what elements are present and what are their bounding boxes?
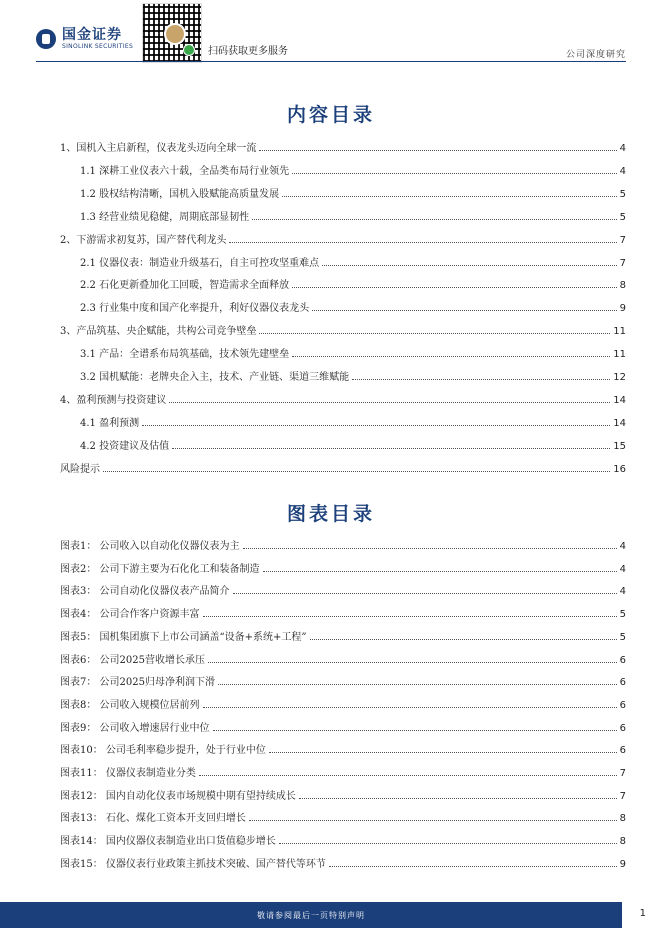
figure-entry-label: 图表13： 石化、煤化工资本开支回归增长: [60, 813, 246, 825]
toc-entry[interactable]: [60, 140, 626, 154]
leader-dots: [269, 752, 617, 753]
figure-entry-label: 图表14： 国内仪器仪表制造业出口货值稳步增长: [60, 836, 276, 848]
figure-entry-label: 图表7： 公司2025归母净利润下滑: [60, 677, 215, 689]
figure-entry-page: 7: [619, 768, 626, 779]
toc-entry-page: 14: [613, 417, 626, 429]
toc-entry[interactable]: [60, 461, 626, 475]
toc-entry[interactable]: [60, 277, 626, 291]
figure-entry-page: 4: [619, 586, 626, 598]
qr-code-icon[interactable]: [142, 3, 202, 63]
toc-entry-label: 3.2 国机赋能：老牌央企入主，技术、产业链、渠道三维赋能: [80, 372, 350, 383]
figure-entry[interactable]: [60, 606, 626, 620]
toc-entry-page: 14: [613, 394, 626, 406]
toc-entry-page: 7: [619, 234, 626, 246]
figure-entry[interactable]: [60, 538, 626, 552]
figure-entry[interactable]: [60, 742, 626, 756]
leader-dots: [263, 571, 617, 572]
toc-entry-page: 12: [613, 372, 626, 383]
figure-entry-page: 4: [619, 563, 626, 575]
figure-entry[interactable]: [60, 674, 626, 688]
toc-entry-label: 4.2 投资建议及估值: [80, 440, 170, 452]
figure-entry[interactable]: [60, 629, 626, 643]
scan-prompt: 扫码获取更多服务: [208, 46, 288, 57]
figure-entry-page: 6: [619, 722, 626, 734]
leader-dots: [229, 242, 616, 243]
figure-entry-page: 5: [619, 609, 626, 621]
toc-entry-label: 2、下游需求初复苏，国产替代利龙头: [60, 234, 227, 246]
leader-dots: [169, 402, 610, 403]
figure-entry-label: 图表11： 仪器仪表制造业分类: [60, 768, 196, 779]
figure-entry-page: 8: [619, 836, 626, 848]
toc-entry-label: 1、国机入主启新程，仪表龙头迈向全球一流: [60, 143, 257, 154]
toc-entry[interactable]: [60, 186, 626, 200]
leader-dots: [312, 310, 617, 311]
leader-dots: [249, 820, 617, 821]
toc-entry[interactable]: [60, 369, 626, 383]
toc-entry[interactable]: [60, 415, 626, 429]
toc-entry-label: 1.1 深耕工业仪表六十载，全品类布局行业领先: [80, 165, 290, 177]
figure-entry-label: 图表5： 国机集团旗下上市公司涵盖“设备+系统+工程”: [60, 631, 307, 643]
leader-dots: [259, 333, 610, 334]
figure-entry-label: 图表12： 国内自动化仪表市场规模中期有望持续成长: [60, 790, 296, 802]
leader-dots: [292, 356, 610, 357]
leader-dots: [103, 471, 610, 472]
figure-entry[interactable]: [60, 765, 626, 779]
leader-dots: [352, 379, 610, 380]
toc-entry-page: 9: [619, 303, 626, 315]
leader-dots: [259, 150, 616, 151]
leader-dots: [142, 425, 610, 426]
company-logo: [36, 28, 133, 50]
qr-center-logo-icon: [164, 23, 186, 45]
figure-entry-page: 7: [619, 790, 626, 802]
toc-entry-page: 16: [613, 463, 626, 475]
page-number: 1: [639, 908, 646, 919]
leader-dots: [292, 173, 617, 174]
toc-entry[interactable]: [60, 255, 626, 269]
figure-entry-label: 图表6： 公司2025营收增长承压: [60, 654, 205, 666]
figure-entry-label: 图表4： 公司合作客户资源丰富: [60, 609, 200, 621]
toc-entry[interactable]: [60, 232, 626, 246]
figure-entry[interactable]: [60, 788, 626, 802]
toc-entry-page: 8: [619, 280, 626, 292]
toc-entry-page: 7: [619, 257, 626, 269]
header-divider: [36, 61, 626, 62]
figure-entry[interactable]: [60, 583, 626, 597]
toc-entry-page: 11: [613, 326, 626, 338]
figure-entry-label: 图表1： 公司收入以自动化仪器仪表为主: [60, 541, 240, 552]
toc-entry-label: 3.1 产品：全谱系布局筑基础，技术领先建壁垒: [80, 349, 290, 361]
footer-disclaimer: 敬请参阅最后一页特别声明: [257, 911, 365, 920]
leader-dots: [279, 843, 617, 844]
figure-entry-page: 6: [619, 677, 626, 689]
figure-entry-page: 6: [619, 699, 626, 711]
toc-entry-label: 风险提示: [60, 463, 100, 475]
leader-dots: [208, 662, 617, 663]
report-type: 公司深度研究: [565, 50, 626, 60]
leader-dots: [233, 593, 617, 594]
leader-dots: [203, 707, 617, 708]
toc-entry-label: 2.1 仪器仪表：制造业升级基石，自主可控攻坚重难点: [80, 257, 320, 269]
figure-entry[interactable]: [60, 833, 626, 847]
toc-entry[interactable]: [60, 163, 626, 177]
page-footer: [0, 900, 662, 936]
leader-dots: [243, 548, 617, 549]
leader-dots: [252, 219, 617, 220]
figure-entry[interactable]: [60, 856, 626, 870]
figure-entry[interactable]: [60, 720, 626, 734]
leader-dots: [199, 775, 617, 776]
figure-entry-label: 图表15： 仪器仪表行业政策主抓技术突破、国产替代等环节: [60, 858, 326, 870]
toc-entry-label: 1.3 经营业绩见稳健，周期底部显韧性: [80, 211, 250, 223]
toc-entry-page: 4: [619, 165, 626, 177]
toc-entry-page: 15: [613, 440, 626, 452]
figure-entry-label: 图表8： 公司收入规模位居前列: [60, 699, 200, 711]
figure-entry-label: 图表9： 公司收入增速居行业中位: [60, 722, 210, 734]
toc-entry[interactable]: [60, 438, 626, 452]
figure-entry-page: 6: [619, 745, 626, 757]
figure-entry[interactable]: [60, 561, 626, 575]
figure-entry-page: 5: [619, 631, 626, 643]
wechat-badge-icon: [183, 44, 195, 56]
leader-dots: [310, 639, 617, 640]
toc-title: 内容目录: [286, 104, 375, 126]
leader-dots: [203, 616, 617, 617]
toc-entry-page: 5: [619, 188, 626, 200]
leader-dots: [282, 196, 617, 197]
figure-entry-label: 图表10： 公司毛利率稳步提升，处于行业中位: [60, 745, 266, 757]
figure-entry[interactable]: [60, 810, 626, 824]
leader-dots: [213, 730, 617, 731]
figure-entry-label: 图表3： 公司自动化仪器仪表产品简介: [60, 586, 230, 598]
toc-entry-label: 3、产品筑基、央企赋能，共构公司竞争壁垒: [60, 326, 257, 338]
logo-icon: [36, 29, 56, 49]
leader-dots: [218, 684, 617, 685]
figure-entry-page: 6: [619, 654, 626, 666]
leader-dots: [329, 866, 617, 867]
figure-entry-page: 4: [619, 541, 626, 552]
toc-entry-page: 5: [619, 211, 626, 223]
figure-entry-page: 8: [619, 813, 626, 825]
toc-entry-label: 2.3 行业集中度和国产化率提升，利好仪器仪表龙头: [80, 303, 310, 315]
toc-entry[interactable]: [60, 300, 626, 314]
toc-entry-label: 4、盈利预测与投资建议: [60, 394, 167, 406]
logo-en: SINOLINK SECURITIES: [62, 43, 134, 50]
toc-entry[interactable]: [60, 323, 626, 337]
figure-list-title: 图表目录: [286, 503, 375, 525]
figure-entry[interactable]: [60, 697, 626, 711]
toc-entry-label: 1.2 股权结构清晰，国机入股赋能高质量发展: [80, 188, 280, 200]
figure-entry[interactable]: [60, 652, 626, 666]
logo-cn: 国金证券: [62, 27, 122, 43]
toc-entry-label: 2.2 石化更新叠加化工回暖，智造需求全面释放: [80, 280, 290, 292]
toc-entry-label: 4.1 盈利预测: [80, 417, 140, 429]
toc-entry-page: 11: [613, 349, 626, 361]
figure-entry-page: 9: [619, 858, 626, 870]
toc-entry[interactable]: [60, 392, 626, 406]
toc-entry[interactable]: [60, 209, 626, 223]
leader-dots: [322, 265, 617, 266]
leader-dots: [292, 287, 617, 288]
figure-entry-label: 图表2： 公司下游主要为石化化工和装备制造: [60, 563, 260, 575]
leader-dots: [172, 448, 610, 449]
leader-dots: [299, 798, 617, 799]
toc-entry[interactable]: [60, 346, 626, 360]
toc-entry-page: 4: [619, 143, 626, 154]
